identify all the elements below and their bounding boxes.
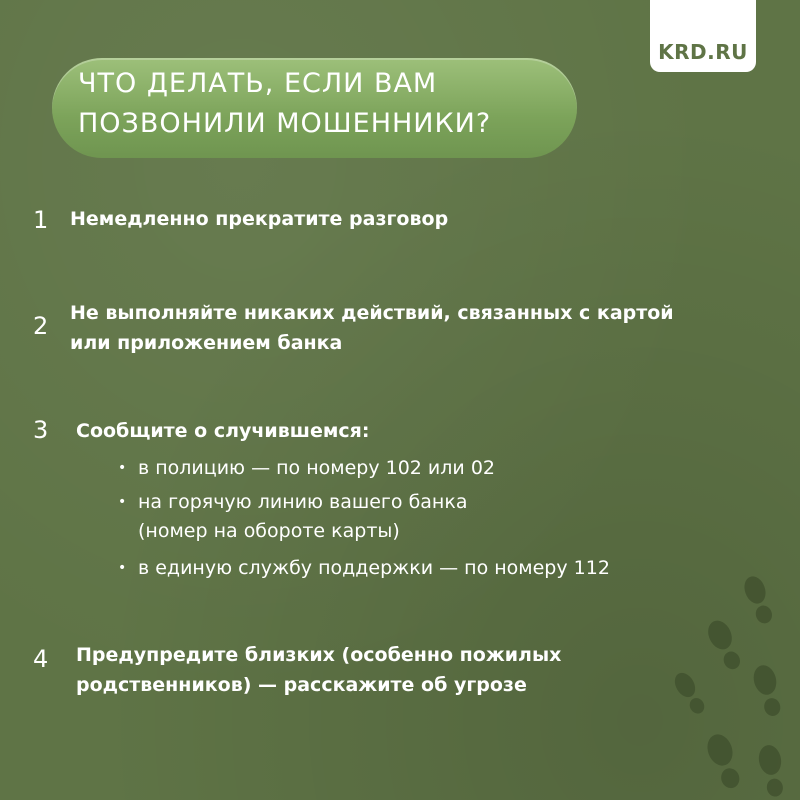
step-4-line-1: Предупредите близких (особенно пожилых (76, 644, 562, 666)
bullet-support-text: в единую службу поддержки — по номеру 112 (138, 557, 610, 579)
bullet-bank-line-2: (номер на обороте карты) (138, 520, 400, 542)
bullet-police-text: в полицию — по номеру 102 или 02 (138, 457, 495, 479)
step-3-text (76, 416, 369, 446)
bullet-dot: • (118, 560, 127, 576)
bullet-bank-line-1: на горячую линию вашего банка (138, 491, 468, 513)
step-1-number: 1 (33, 206, 49, 234)
step-1-line-1: Немедленно прекратите разговор (70, 208, 449, 230)
title-line-1: ЧТО ДЕЛАТЬ, ЕСЛИ ВАМ (78, 68, 438, 99)
krd-logo (650, 0, 756, 72)
bullet-dot: • (118, 494, 127, 510)
title-line-2: ПОЗВОНИЛИ МОШЕННИКИ? (78, 108, 492, 139)
bullet-bank-hotline-text (138, 488, 467, 546)
footprints-icon (600, 560, 800, 800)
logo-text: KRD.RU (658, 40, 748, 64)
step-3-line-1: Сообщите о случившемся: (76, 420, 370, 442)
step-4-number: 4 (33, 645, 49, 673)
step-2-number: 2 (33, 312, 49, 340)
step-2-text (70, 298, 674, 358)
title-pill (52, 58, 577, 158)
step-3-number: 3 (33, 416, 49, 444)
step-4-text (76, 640, 561, 700)
bullet-dot: • (118, 460, 127, 476)
step-2-line-2: или приложением банка (70, 332, 343, 354)
step-1-text (70, 204, 448, 234)
step-4-line-2: родственников) — расскажите об угрозе (76, 674, 527, 696)
step-2-line-1: Не выполняйте никаких действий, связанных с картой (70, 302, 674, 324)
